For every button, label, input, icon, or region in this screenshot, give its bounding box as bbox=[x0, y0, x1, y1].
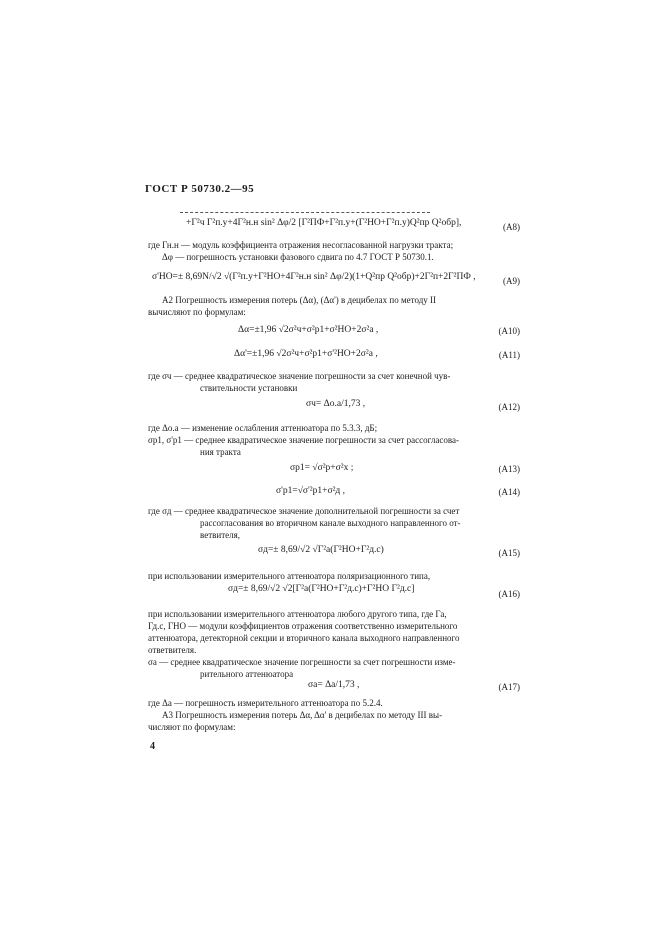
equation-a10: Δα=±1,96 √2σ²ч+σ²р1+σ²НО+2σ²а , bbox=[238, 325, 379, 335]
text-line: рассогласования во вторичном канале выходного направленного от- bbox=[200, 518, 461, 528]
text-line: Δφ — погрешность установки фазового сдвига по 4.7 ГОСТ Р 50730.1. bbox=[162, 252, 434, 262]
equation-a14-tag: (А14) bbox=[498, 487, 520, 497]
text-line: где σч — среднее квадратическое значение погрешности за счет конечной чув- bbox=[148, 371, 451, 381]
text-line: А3 Погрешность измерения потерь Δα, Δα' в децибелах по методу III вы- bbox=[162, 710, 443, 720]
equation-a13-tag: (А13) bbox=[498, 464, 520, 474]
equation-a13: σр1= √σ²р+σ²х ; bbox=[290, 463, 354, 473]
text-line: ответвителя. bbox=[148, 645, 197, 655]
text-line: где Δа — погрешность измерительного аттенюатора по 5.2.4. bbox=[148, 698, 383, 708]
text-line: σа — среднее квадратическое значение погрешности за счет погрешности изме- bbox=[148, 657, 456, 667]
equation-a12: σч= Δо.а/1,73 , bbox=[306, 399, 366, 409]
equation-a8: +Г²ч Г²п.у+4Г²н.н sin² Δφ/2 [Г²ПФ+Г²п.у+(Г²НО+Г²п.у)Q²пр Q²обр], bbox=[186, 218, 462, 228]
equation-a14: σ'р1=√σ'²р1+σ²д , bbox=[276, 486, 345, 496]
text-line: где Δо.а — изменение ослабления аттенюатора по 5.3.3, дБ; bbox=[148, 423, 378, 433]
text-line: при использовании измерительного аттенюатора любого другого типа, где Га, bbox=[148, 609, 447, 619]
equation-a16-tag: (А16) bbox=[498, 589, 520, 599]
text-line: числяют по формулам: bbox=[148, 722, 236, 732]
equation-a16: σд=± 8,69/√2 √2[Г²а(Г²НО+Г²д.с)+Г²НО Г²д.с] bbox=[228, 584, 415, 594]
equation-a11: Δα'=±1,96 √2σ²ч+σ²р1+σ'²НО+2σ²а , bbox=[234, 349, 378, 359]
equation-a8-tag: (А8) bbox=[503, 222, 520, 232]
page-number: 4 bbox=[150, 741, 155, 752]
equation-a17: σа= Δа/1,73 , bbox=[308, 680, 360, 690]
equation-a17-tag: (А17) bbox=[498, 682, 520, 692]
text-line: рительного аттенюатора bbox=[200, 669, 294, 679]
equation-a12-tag: (А12) bbox=[498, 402, 520, 412]
equation-a9: σ'НО=± 8,69N/√2 √(Г²п.у+Г²НО+4Г²н.н sin² Δφ/2)(1+Q²пр Q²обр)+2Г²п+2Г²ПФ , bbox=[152, 272, 476, 282]
text-line: при использовании измерительного аттенюатора поляризационного типа, bbox=[148, 571, 431, 581]
equation-a15-tag: (А15) bbox=[498, 548, 520, 558]
text-line: где σд — среднее квадратическое значение дополнительной погрешности за счет bbox=[148, 506, 460, 516]
document-header: ГОСТ Р 50730.2—95 bbox=[145, 183, 255, 195]
equation-a10-tag: (А10) bbox=[498, 326, 520, 336]
text-line: Гд.с, ГНО — модули коэффициентов отражения соответственно измерительного bbox=[148, 621, 458, 631]
text-line: вычисляют по формулам: bbox=[148, 307, 246, 317]
formula-continuation-rule bbox=[180, 212, 430, 213]
text-line: ствительности установки bbox=[200, 383, 298, 393]
equation-a11-tag: (А11) bbox=[498, 350, 520, 360]
text-line: ветвителя, bbox=[200, 530, 240, 540]
equation-a15: σд=± 8,69/√2 √Г²а(Г²НО+Г²д.с) bbox=[258, 545, 384, 555]
text-line: ния тракта bbox=[200, 447, 241, 457]
text-line: где Гн.н — модуль коэффициента отражения несогласованной нагрузки тракта; bbox=[148, 240, 454, 250]
text-line: А2 Погрешность измерения потерь (Δα), (Δα') в децибелах по методу II bbox=[162, 295, 437, 305]
equation-a9-tag: (А9) bbox=[503, 276, 520, 286]
text-line: σр1, σ'р1 — среднее квадратическое значение погрешности за счет рассогласова- bbox=[148, 435, 459, 445]
text-line: аттенюатора, детекторной секции и вторичного канала выходного направленного bbox=[148, 633, 460, 643]
